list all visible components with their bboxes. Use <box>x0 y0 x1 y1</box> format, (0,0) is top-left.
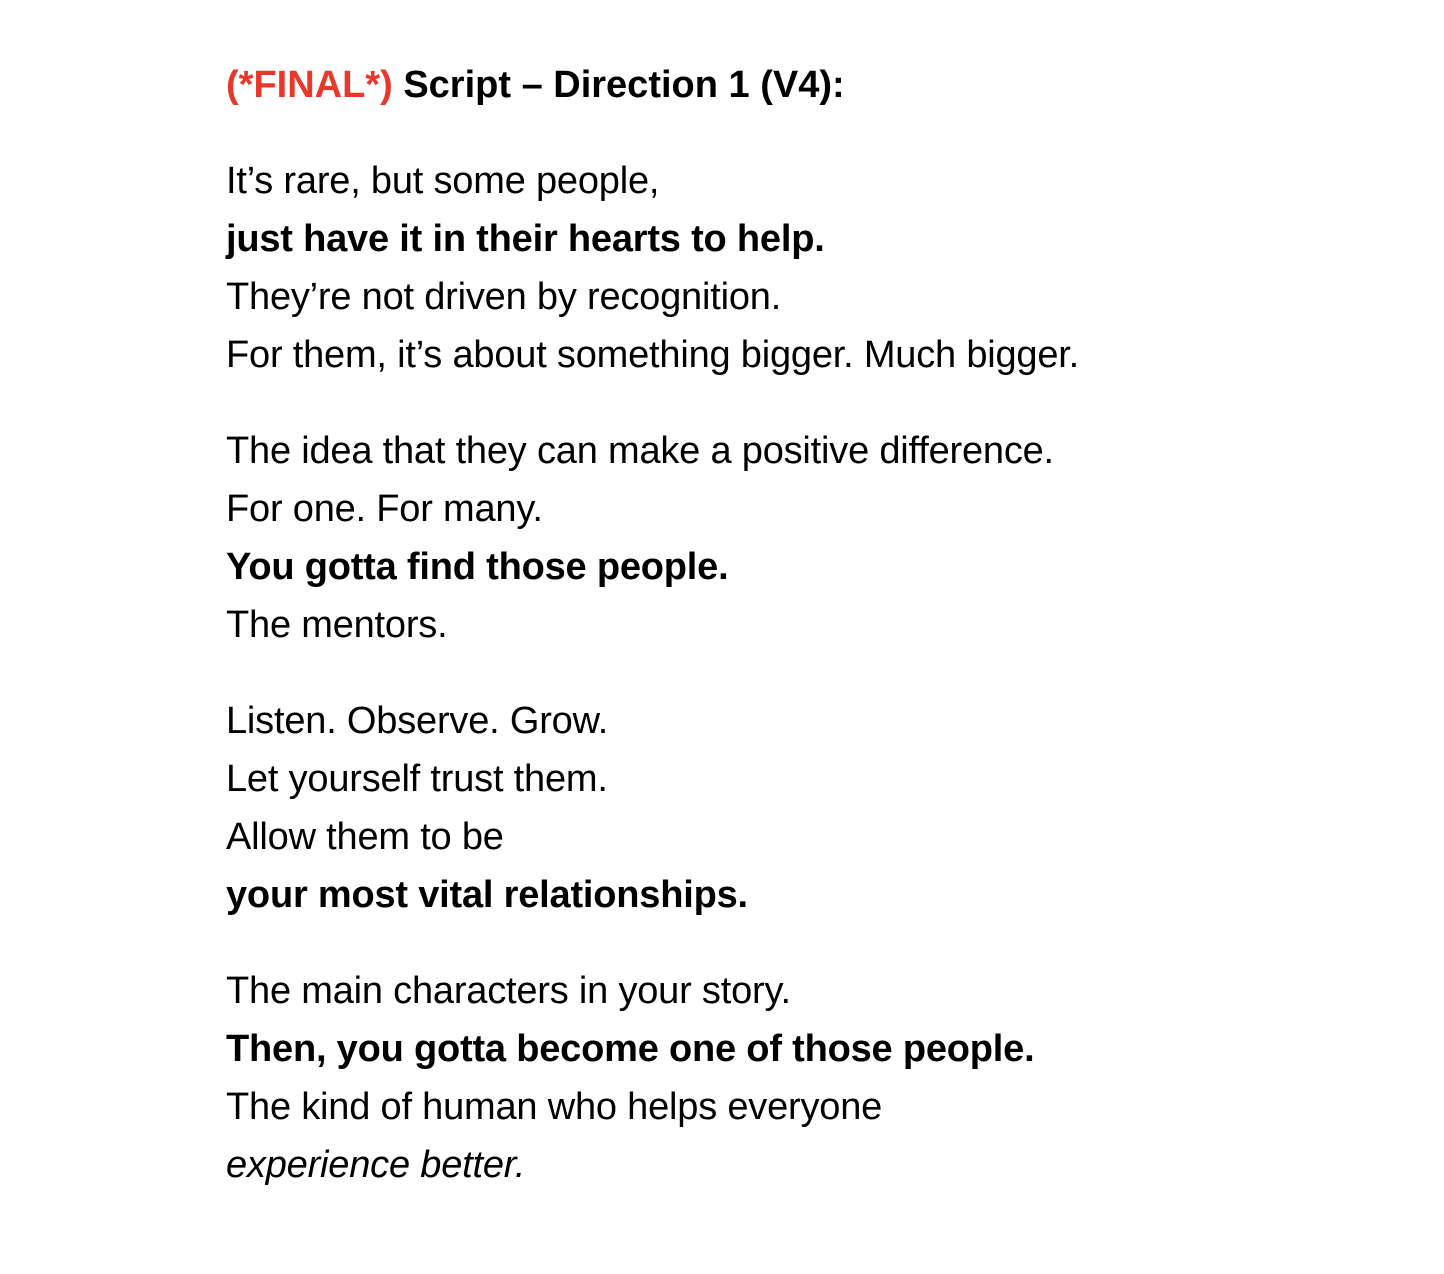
script-line: your most vital relationships. <box>226 874 748 916</box>
script-line: For one. For many. <box>226 488 543 530</box>
paragraph-2 <box>226 422 1376 654</box>
paragraph-3 <box>226 692 1376 924</box>
title-text: Script – Direction 1 (V4): <box>392 64 845 106</box>
script-line: Let yourself trust them. <box>226 758 608 800</box>
final-tag: (*FINAL*) <box>226 64 393 106</box>
script-line: just have it in their hearts to help. <box>226 218 825 260</box>
paragraph-1 <box>226 152 1376 384</box>
script-line: The mentors. <box>226 604 448 646</box>
script-line: Then, you gotta become one of those people. <box>226 1028 1035 1070</box>
script-line: They’re not driven by recognition. <box>226 276 782 318</box>
script-line: You gotta find those people. <box>226 546 729 588</box>
script-line: Allow them to be <box>226 816 504 858</box>
document-body <box>226 58 1376 1232</box>
script-line: The kind of human who helps everyone <box>226 1086 883 1128</box>
script-line: For them, it’s about something bigger. Much bigger. <box>226 334 1080 376</box>
script-line: It’s rare, but some people, <box>226 160 660 202</box>
script-line: Listen. Observe. Grow. <box>226 700 609 742</box>
script-line: The main characters in your story. <box>226 970 791 1012</box>
script-line: The idea that they can make a positive difference. <box>226 430 1054 472</box>
document-title <box>226 58 1376 112</box>
paragraph-4 <box>226 962 1376 1194</box>
script-line: experience better. <box>226 1144 526 1186</box>
